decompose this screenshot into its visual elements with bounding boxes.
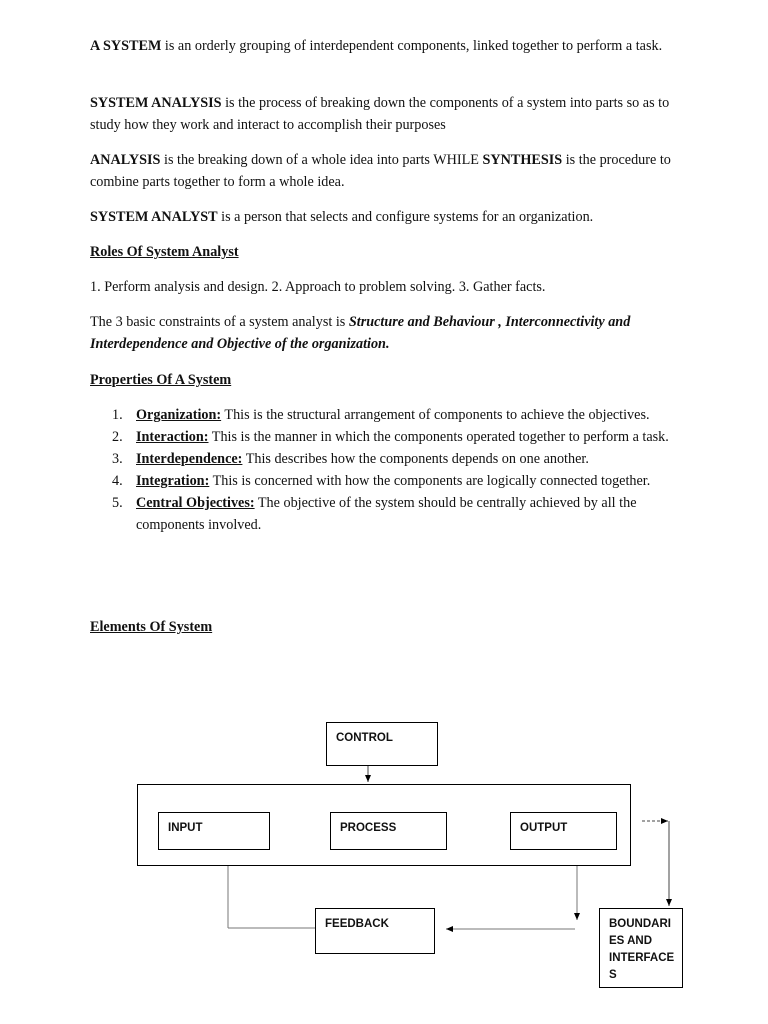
list-term: Central Objectives: — [136, 495, 255, 511]
definition-text: is a person that selects and configure systems for an organization. — [217, 209, 594, 225]
term-system-analyst: SYSTEM ANALYST — [90, 209, 218, 225]
list-text: This is concerned with how the components are logically connected together. — [209, 473, 651, 489]
term-a-system: A SYSTEM — [90, 38, 162, 54]
list-number: 2. — [112, 429, 123, 445]
list-term: Integration: — [136, 473, 210, 489]
roles-text: 1. Perform analysis and design. 2. Approach to problem solving. 3. Gather facts. — [90, 279, 546, 295]
output-box: OUTPUT — [510, 812, 617, 850]
definition-text: is the procedure to combine parts together to form a whole idea. — [90, 152, 671, 190]
process-box: PROCESS — [330, 812, 447, 850]
term-synthesis: SYNTHESIS — [482, 152, 563, 168]
list-term: Interdependence: — [136, 451, 243, 467]
list-text: This is the structural arrangement of components to achieve the objectives. — [221, 407, 650, 423]
boundaries-interfaces-box: BOUNDARI ES AND INTERFACE S — [599, 908, 683, 988]
definition-text: is the breaking down of a whole idea into parts WHILE — [160, 152, 483, 168]
feedback-box: FEEDBACK — [315, 908, 435, 954]
list-term: Organization: — [136, 407, 222, 423]
list-text: This describes how the components depends on one another. — [242, 451, 589, 467]
list-number: 1. — [112, 407, 123, 423]
elements-heading-text: Elements Of System — [90, 619, 213, 635]
constraints-lead: The 3 basic constraints of a system analyst is — [90, 314, 349, 330]
list-number: 5. — [112, 495, 123, 511]
list-text: This is the manner in which the components operated together to perform a task. — [208, 429, 669, 445]
term-system-analysis: SYSTEM ANALYSIS — [90, 95, 222, 111]
control-box: CONTROL — [326, 722, 438, 766]
list-number: 3. — [112, 451, 123, 467]
list-term: Interaction: — [136, 429, 209, 445]
properties-heading-text: Properties Of A System — [90, 372, 232, 388]
constraints-emphasis: Structure and Behaviour , Interconnectivity and Interdependence and Objective of the organization. — [90, 314, 631, 352]
list-number: 4. — [112, 473, 123, 489]
term-analysis: ANALYSIS — [90, 152, 161, 168]
definition-text: is an orderly grouping of interdependent components, linked together to perform a task. — [161, 38, 663, 54]
list-text: The objective of the system should be centrally achieved by all the components involved. — [136, 495, 637, 533]
definition-text: is the process of breaking down the components of a system into parts so as to study how they work and interact to accomplish their purposes — [90, 95, 670, 133]
roles-heading-text: Roles Of System Analyst — [90, 244, 239, 260]
input-box: INPUT — [158, 812, 270, 850]
